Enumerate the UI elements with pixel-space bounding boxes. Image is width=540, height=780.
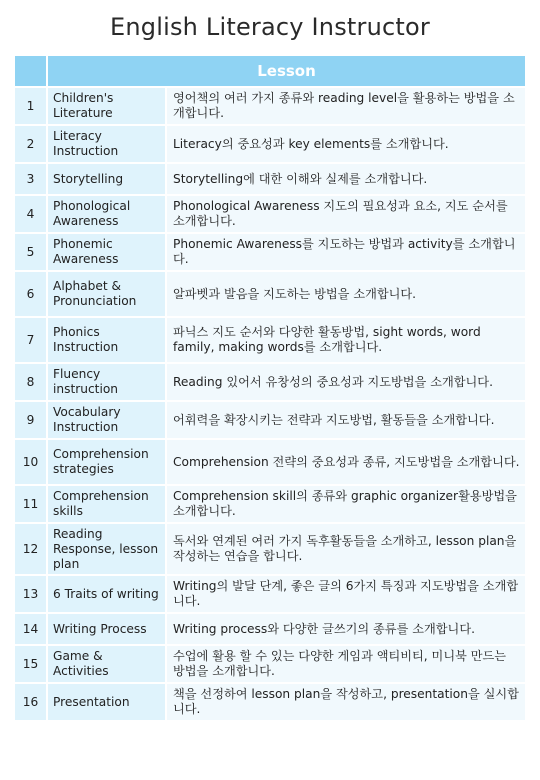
lesson-number: 13	[15, 576, 48, 614]
table-row	[15, 524, 525, 576]
lesson-topic: Phonological Awareness	[48, 196, 167, 234]
lesson-description: Literacy의 중요성과 key elements를 소개합니다.	[167, 126, 525, 164]
table-row	[15, 88, 525, 126]
lesson-number: 16	[15, 684, 48, 722]
lesson-number: 8	[15, 364, 48, 402]
lesson-description: 파닉스 지도 순서와 다양한 활동방법, sight words, word family, making words를 소개합니다.	[167, 318, 525, 364]
lesson-number: 12	[15, 524, 48, 576]
table-row	[15, 164, 525, 196]
lesson-topic: Vocabulary Instruction	[48, 402, 167, 440]
lesson-number: 9	[15, 402, 48, 440]
page-title: English Literacy Instructor	[110, 13, 430, 41]
lesson-number: 5	[15, 234, 48, 272]
lesson-description: 어휘력을 확장시키는 전략과 지도방법, 활동들을 소개합니다.	[167, 402, 525, 440]
lesson-number: 3	[15, 164, 48, 196]
lesson-topic: Phonics Instruction	[48, 318, 167, 364]
lesson-topic: 6 Traits of writing	[48, 576, 167, 614]
lesson-description: 영어책의 여러 가지 종류와 reading level을 활용하는 방법을 소개합니다.	[167, 88, 525, 126]
lesson-column-header: Lesson	[48, 56, 525, 88]
lesson-topic: Writing Process	[48, 614, 167, 646]
lesson-number: 6	[15, 272, 48, 318]
lesson-number: 7	[15, 318, 48, 364]
lesson-description: Writing process와 다양한 글쓰기의 종류를 소개합니다.	[167, 614, 525, 646]
lesson-topic: Phonemic Awareness	[48, 234, 167, 272]
lesson-description: Storytelling에 대한 이해와 실제를 소개합니다.	[167, 164, 525, 196]
table-row	[15, 196, 525, 234]
lesson-description: 알파벳과 발음을 지도하는 방법을 소개합니다.	[167, 272, 525, 318]
table-row	[15, 126, 525, 164]
lesson-number: 14	[15, 614, 48, 646]
lesson-description: 수업에 활용 할 수 있는 다양한 게임과 액티비티, 미니북 만드는 방법을 소개합니다.	[167, 646, 525, 684]
lesson-description: Comprehension 전략의 중요성과 종류, 지도방법을 소개합니다.	[167, 440, 525, 486]
table-row	[15, 684, 525, 722]
lesson-topic: Game & Activities	[48, 646, 167, 684]
table-header-row	[15, 56, 525, 88]
lesson-description: Comprehension skill의 종류와 graphic organizer활용방법을 소개합니다.	[167, 486, 525, 524]
lesson-description: Writing의 발달 단계, 좋은 글의 6가지 특징과 지도방법을 소개합니다.	[167, 576, 525, 614]
lesson-number: 11	[15, 486, 48, 524]
lesson-topic: Comprehension strategies	[48, 440, 167, 486]
lesson-topic: Fluency instruction	[48, 364, 167, 402]
table-row	[15, 576, 525, 614]
lesson-description: 독서와 연계된 여러 가지 독후활동들을 소개하고, lesson plan을 작성하는 연습을 합니다.	[167, 524, 525, 576]
table-row	[15, 364, 525, 402]
lesson-number: 10	[15, 440, 48, 486]
lesson-topic: Alphabet & Pronunciation	[48, 272, 167, 318]
lesson-description: Phonological Awareness 지도의 필요성과 요소, 지도 순서를 소개합니다.	[167, 196, 525, 234]
lesson-number: 1	[15, 88, 48, 126]
table-row	[15, 318, 525, 364]
lesson-number: 2	[15, 126, 48, 164]
lesson-topic: Children's Literature	[48, 88, 167, 126]
lesson-table	[15, 56, 525, 722]
table-row	[15, 272, 525, 318]
table-row	[15, 402, 525, 440]
lesson-topic: Presentation	[48, 684, 167, 722]
lesson-number: 15	[15, 646, 48, 684]
lesson-topic: Storytelling	[48, 164, 167, 196]
lesson-description: 책을 선정하여 lesson plan을 작성하고, presentation을 실시합니다.	[167, 684, 525, 722]
table-row	[15, 440, 525, 486]
number-column-header	[15, 56, 48, 88]
lesson-number: 4	[15, 196, 48, 234]
table-row	[15, 234, 525, 272]
lesson-description: Phonemic Awareness를 지도하는 방법과 activity를 소개합니다.	[167, 234, 525, 272]
lesson-description: Reading 있어서 유창성의 중요성과 지도방법을 소개합니다.	[167, 364, 525, 402]
table-row	[15, 646, 525, 684]
lesson-topic: Literacy Instruction	[48, 126, 167, 164]
lesson-topic: Comprehension skills	[48, 486, 167, 524]
table-row	[15, 486, 525, 524]
lesson-topic: Reading Response, lesson plan	[48, 524, 167, 576]
table-row	[15, 614, 525, 646]
